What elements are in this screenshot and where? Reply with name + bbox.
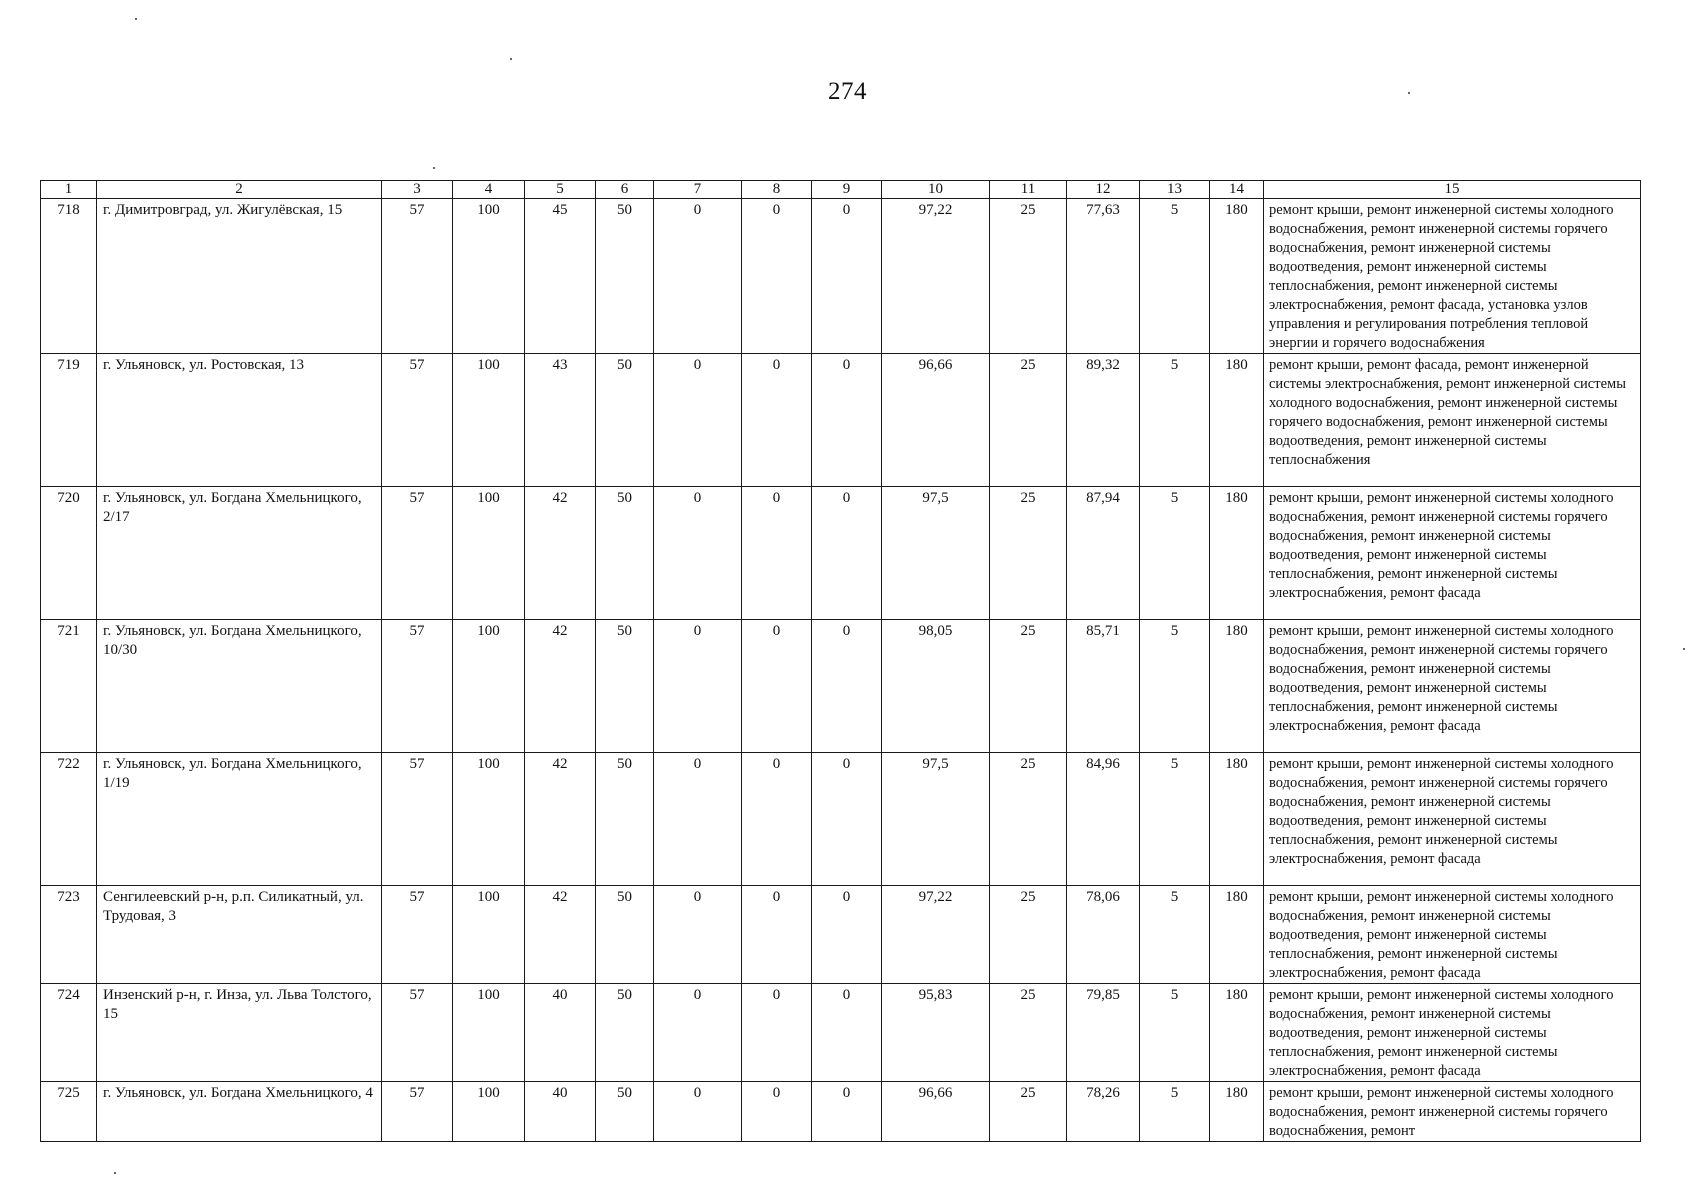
works-cell: ремонт крыши, ремонт инженерной системы холодного водоснабжения, ремонт инженерной системы водоотведения, ремонт инженерной системы теплоснабжения, ремонт инженерной системы электроснабжения, ремонт фасада	[1264, 886, 1641, 984]
column-header: 10	[882, 181, 990, 199]
works-cell: ремонт крыши, ремонт инженерной системы холодного водоснабжения, ремонт инженерной системы горячего водоснабжения, ремонт инженерной системы водоотведения, ремонт инженерной системы теплоснабжения, ремонт инженерной системы электроснабжения, ремонт фасада	[1264, 487, 1641, 620]
scan-speck	[1408, 92, 1410, 94]
value-cell: 0	[742, 620, 812, 753]
value-cell: 87,94	[1067, 487, 1140, 620]
header-row	[41, 181, 1641, 199]
row-number: 720	[41, 487, 97, 620]
value-cell: 0	[812, 984, 882, 1082]
scan-speck	[135, 18, 137, 20]
value-cell: 5	[1140, 1082, 1210, 1142]
value-cell: 0	[654, 886, 742, 984]
value-cell: 0	[654, 984, 742, 1082]
value-cell: 100	[453, 354, 525, 487]
value-cell: 180	[1210, 886, 1264, 984]
value-cell: 57	[382, 354, 453, 487]
value-cell: 40	[525, 984, 596, 1082]
value-cell: 50	[596, 620, 654, 753]
value-cell: 0	[654, 620, 742, 753]
value-cell: 98,05	[882, 620, 990, 753]
value-cell: 78,06	[1067, 886, 1140, 984]
column-header: 4	[453, 181, 525, 199]
value-cell: 5	[1140, 199, 1210, 354]
value-cell: 180	[1210, 199, 1264, 354]
works-cell: ремонт крыши, ремонт инженерной системы холодного водоснабжения, ремонт инженерной системы горячего водоснабжения, ремонт инженерной системы водоотведения, ремонт инженерной системы теплоснабжения, ремонт инженерной системы электроснабжения, ремонт фасада	[1264, 753, 1641, 886]
register-table	[40, 180, 1641, 1142]
column-header: 12	[1067, 181, 1140, 199]
value-cell: 84,96	[1067, 753, 1140, 886]
column-header: 14	[1210, 181, 1264, 199]
works-cell: ремонт крыши, ремонт инженерной системы холодного водоснабжения, ремонт инженерной системы горячего водоснабжения, ремонт инженерной системы водоотведения, ремонт инженерной системы теплоснабжения, ремонт инженерной системы электроснабжения, ремонт фасада, установка узлов управления и регулирования потребления тепловой энергии и горячего водоснабжения	[1264, 199, 1641, 354]
value-cell: 0	[812, 1082, 882, 1142]
value-cell: 45	[525, 199, 596, 354]
value-cell: 180	[1210, 753, 1264, 886]
row-number: 723	[41, 886, 97, 984]
table-row	[41, 620, 1641, 753]
value-cell: 25	[990, 984, 1067, 1082]
value-cell: 100	[453, 886, 525, 984]
works-cell: ремонт крыши, ремонт инженерной системы холодного водоснабжения, ремонт инженерной системы водоотведения, ремонт инженерной системы теплоснабжения, ремонт инженерной системы электроснабжения, ремонт фасада	[1264, 984, 1641, 1082]
address-cell: Сенгилеевский р-н, р.п. Силикатный, ул. Трудовая, 3	[97, 886, 382, 984]
value-cell: 50	[596, 753, 654, 886]
value-cell: 42	[525, 487, 596, 620]
column-header: 3	[382, 181, 453, 199]
address-cell: г. Ульяновск, ул. Богдана Хмельницкого, 2/17	[97, 487, 382, 620]
value-cell: 100	[453, 753, 525, 886]
value-cell: 100	[453, 487, 525, 620]
value-cell: 0	[654, 354, 742, 487]
table-row	[41, 886, 1641, 984]
value-cell: 25	[990, 753, 1067, 886]
value-cell: 57	[382, 620, 453, 753]
value-cell: 40	[525, 1082, 596, 1142]
column-header: 11	[990, 181, 1067, 199]
address-cell: г. Ульяновск, ул. Богдана Хмельницкого, 10/30	[97, 620, 382, 753]
address-cell: г. Ульяновск, ул. Богдана Хмельницкого, 4	[97, 1082, 382, 1142]
scan-speck	[510, 58, 512, 60]
value-cell: 85,71	[1067, 620, 1140, 753]
value-cell: 5	[1140, 620, 1210, 753]
row-number: 722	[41, 753, 97, 886]
value-cell: 0	[812, 354, 882, 487]
value-cell: 0	[654, 1082, 742, 1142]
value-cell: 50	[596, 1082, 654, 1142]
value-cell: 50	[596, 354, 654, 487]
value-cell: 5	[1140, 354, 1210, 487]
address-cell: г. Димитровград, ул. Жигулёвская, 15	[97, 199, 382, 354]
value-cell: 95,83	[882, 984, 990, 1082]
address-cell: г. Ульяновск, ул. Ростовская, 13	[97, 354, 382, 487]
value-cell: 0	[654, 199, 742, 354]
row-number: 719	[41, 354, 97, 487]
value-cell: 97,22	[882, 886, 990, 984]
row-number: 718	[41, 199, 97, 354]
value-cell: 5	[1140, 886, 1210, 984]
value-cell: 97,5	[882, 487, 990, 620]
value-cell: 50	[596, 886, 654, 984]
value-cell: 180	[1210, 487, 1264, 620]
value-cell: 50	[596, 487, 654, 620]
table-row	[41, 1082, 1641, 1142]
value-cell: 57	[382, 199, 453, 354]
value-cell: 0	[812, 199, 882, 354]
address-cell: г. Ульяновск, ул. Богдана Хмельницкого, 1/19	[97, 753, 382, 886]
value-cell: 57	[382, 886, 453, 984]
value-cell: 50	[596, 984, 654, 1082]
value-cell: 79,85	[1067, 984, 1140, 1082]
value-cell: 5	[1140, 487, 1210, 620]
works-cell: ремонт крыши, ремонт инженерной системы холодного водоснабжения, ремонт инженерной системы горячего водоснабжения, ремонт инженерной системы водоотведения, ремонт инженерной системы теплоснабжения, ремонт инженерной системы электроснабжения, ремонт фасада	[1264, 620, 1641, 753]
value-cell: 0	[742, 1082, 812, 1142]
table-row	[41, 984, 1641, 1082]
column-header: 9	[812, 181, 882, 199]
column-header: 2	[97, 181, 382, 199]
value-cell: 25	[990, 620, 1067, 753]
works-cell: ремонт крыши, ремонт инженерной системы холодного водоснабжения, ремонт инженерной системы горячего водоснабжения, ремонт	[1264, 1082, 1641, 1142]
value-cell: 0	[654, 753, 742, 886]
column-header: 1	[41, 181, 97, 199]
value-cell: 0	[742, 753, 812, 886]
value-cell: 50	[596, 199, 654, 354]
value-cell: 0	[742, 354, 812, 487]
column-header: 7	[654, 181, 742, 199]
value-cell: 0	[742, 886, 812, 984]
value-cell: 78,26	[1067, 1082, 1140, 1142]
row-number: 721	[41, 620, 97, 753]
value-cell: 100	[453, 199, 525, 354]
table-row	[41, 199, 1641, 354]
table-row	[41, 487, 1641, 620]
value-cell: 0	[812, 620, 882, 753]
value-cell: 25	[990, 1082, 1067, 1142]
value-cell: 100	[453, 984, 525, 1082]
value-cell: 96,66	[882, 354, 990, 487]
table-row	[41, 753, 1641, 886]
value-cell: 25	[990, 487, 1067, 620]
value-cell: 25	[990, 886, 1067, 984]
value-cell: 42	[525, 620, 596, 753]
value-cell: 5	[1140, 753, 1210, 886]
value-cell: 180	[1210, 1082, 1264, 1142]
value-cell: 96,66	[882, 1082, 990, 1142]
value-cell: 42	[525, 753, 596, 886]
value-cell: 0	[742, 984, 812, 1082]
value-cell: 57	[382, 753, 453, 886]
row-number: 724	[41, 984, 97, 1082]
column-header: 13	[1140, 181, 1210, 199]
value-cell: 97,22	[882, 199, 990, 354]
value-cell: 0	[742, 487, 812, 620]
value-cell: 5	[1140, 984, 1210, 1082]
column-header: 5	[525, 181, 596, 199]
value-cell: 180	[1210, 620, 1264, 753]
value-cell: 0	[812, 487, 882, 620]
value-cell: 100	[453, 1082, 525, 1142]
value-cell: 42	[525, 886, 596, 984]
page-number: 274	[828, 78, 867, 105]
value-cell: 25	[990, 199, 1067, 354]
value-cell: 57	[382, 1082, 453, 1142]
row-number: 725	[41, 1082, 97, 1142]
value-cell: 57	[382, 984, 453, 1082]
value-cell: 0	[742, 199, 812, 354]
value-cell: 180	[1210, 984, 1264, 1082]
value-cell: 57	[382, 487, 453, 620]
table-row	[41, 354, 1641, 487]
value-cell: 0	[812, 753, 882, 886]
value-cell: 25	[990, 354, 1067, 487]
address-cell: Инзенский р-н, г. Инза, ул. Льва Толстого, 15	[97, 984, 382, 1082]
value-cell: 0	[812, 886, 882, 984]
scan-speck	[1683, 648, 1685, 650]
value-cell: 180	[1210, 354, 1264, 487]
value-cell: 89,32	[1067, 354, 1140, 487]
value-cell: 43	[525, 354, 596, 487]
scan-speck	[433, 167, 435, 169]
column-header: 6	[596, 181, 654, 199]
column-header: 8	[742, 181, 812, 199]
value-cell: 97,5	[882, 753, 990, 886]
column-header: 15	[1264, 181, 1641, 199]
value-cell: 100	[453, 620, 525, 753]
value-cell: 0	[654, 487, 742, 620]
scan-speck	[114, 1172, 116, 1174]
value-cell: 77,63	[1067, 199, 1140, 354]
works-cell: ремонт крыши, ремонт фасада, ремонт инженерной системы электроснабжения, ремонт инженерной системы холодного водоснабжения, ремонт инженерной системы горячего водоснабжения, ремонт инженерной системы водоотведения, ремонт инженерной системы теплоснабжения	[1264, 354, 1641, 487]
